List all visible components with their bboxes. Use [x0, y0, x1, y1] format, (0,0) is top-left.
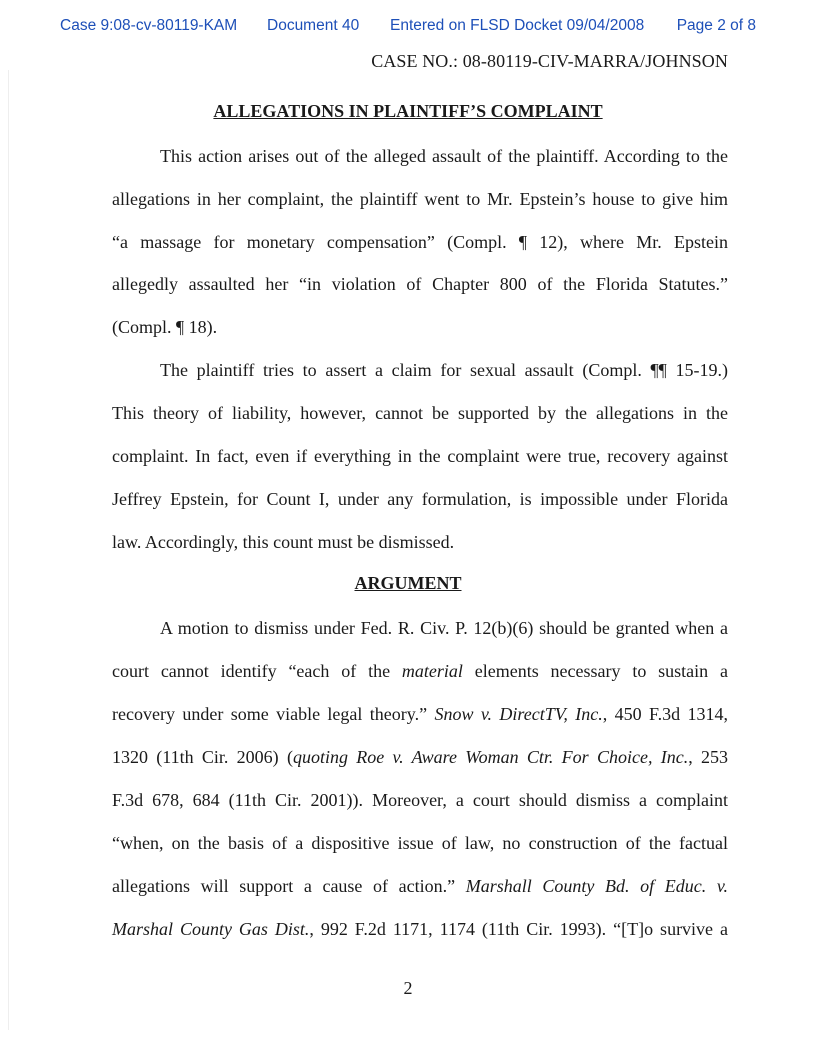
page-count: Page 2 of 8: [676, 17, 756, 34]
case-id: Case 9:08-cv-80119-KAM: [60, 17, 238, 34]
paragraph-line: “when, on the basis of a dispositive issue of law, no construction of the factual: [112, 833, 728, 853]
allegations-heading: ALLEGATIONS IN PLAINTIFF’S COMPLAINT: [213, 101, 603, 121]
paragraph-line: “a massage for monetary compensation” (Compl. ¶ 12), where Mr. Epstein: [112, 232, 728, 252]
paragraph-line: A motion to dismiss under Fed. R. Civ. P. 12(b)(6) should be granted when a: [160, 618, 728, 638]
paragraph-line: allegations in her complaint, the plaintiff went to Mr. Epstein’s house to give him: [112, 189, 728, 209]
paragraph-line: court cannot identify “each of the material elements necessary to sustain a: [112, 661, 728, 681]
paragraph-line: This action arises out of the alleged assault of the plaintiff. According to the: [160, 146, 728, 166]
argument-heading: ARGUMENT: [354, 573, 462, 593]
case-number: CASE NO.: 08-80119-CIV-MARRA/JOHNSON: [371, 51, 728, 71]
paragraph-line: The plaintiff tries to assert a claim for sexual assault (Compl. ¶¶ 15-19.): [160, 360, 728, 380]
paragraph-line: Jeffrey Epstein, for Count I, under any formulation, is impossible under Florida: [112, 489, 728, 509]
page-number: 2: [403, 978, 413, 998]
emphasis: material: [401, 661, 463, 681]
paragraph-line: (Compl. ¶ 18).: [112, 317, 218, 337]
case-citation: Marshal County Gas Dist.: [112, 919, 310, 939]
case-citation: Snow v. DirectTV, Inc.: [434, 704, 603, 724]
ecf-header-stamp: [60, 17, 756, 37]
case-citation: Marshall County Bd. of Educ. v.: [465, 876, 729, 896]
paragraph-line: law. Accordingly, this count must be dismissed.: [112, 532, 455, 552]
paragraph-line: complaint. In fact, even if everything in the complaint were true, recovery against: [112, 446, 728, 466]
paragraph-line: This theory of liability, however, cannot be supported by the allegations in the: [112, 403, 728, 423]
document-number: Document 40: [267, 17, 360, 34]
docket-entry-date: Entered on FLSD Docket 09/04/2008: [390, 17, 645, 34]
case-citation: quoting Roe v. Aware Woman Ctr. For Choice, Inc.: [292, 747, 689, 767]
paragraph-line: allegedly assaulted her “in violation of Chapter 800 of the Florida Statutes.”: [112, 274, 728, 294]
paragraph-line: recovery under some viable legal theory.” Snow v. DirectTV, Inc., 450 F.3d 1314,: [112, 704, 728, 724]
paragraph-line: F.3d 678, 684 (11th Cir. 2001)). Moreover, a court should dismiss a complaint: [112, 790, 728, 810]
scan-edge-line: [8, 70, 9, 1030]
paragraph-line: 1320 (11th Cir. 2006) (quoting Roe v. Aware Woman Ctr. For Choice, Inc., 253: [112, 747, 729, 767]
paragraph-line: Marshal County Gas Dist., 992 F.2d 1171, 1174 (11th Cir. 1993). “[T]o survive a: [112, 919, 728, 939]
paragraph-line: allegations will support a cause of action.” Marshall County Bd. of Educ. v.: [112, 876, 729, 896]
